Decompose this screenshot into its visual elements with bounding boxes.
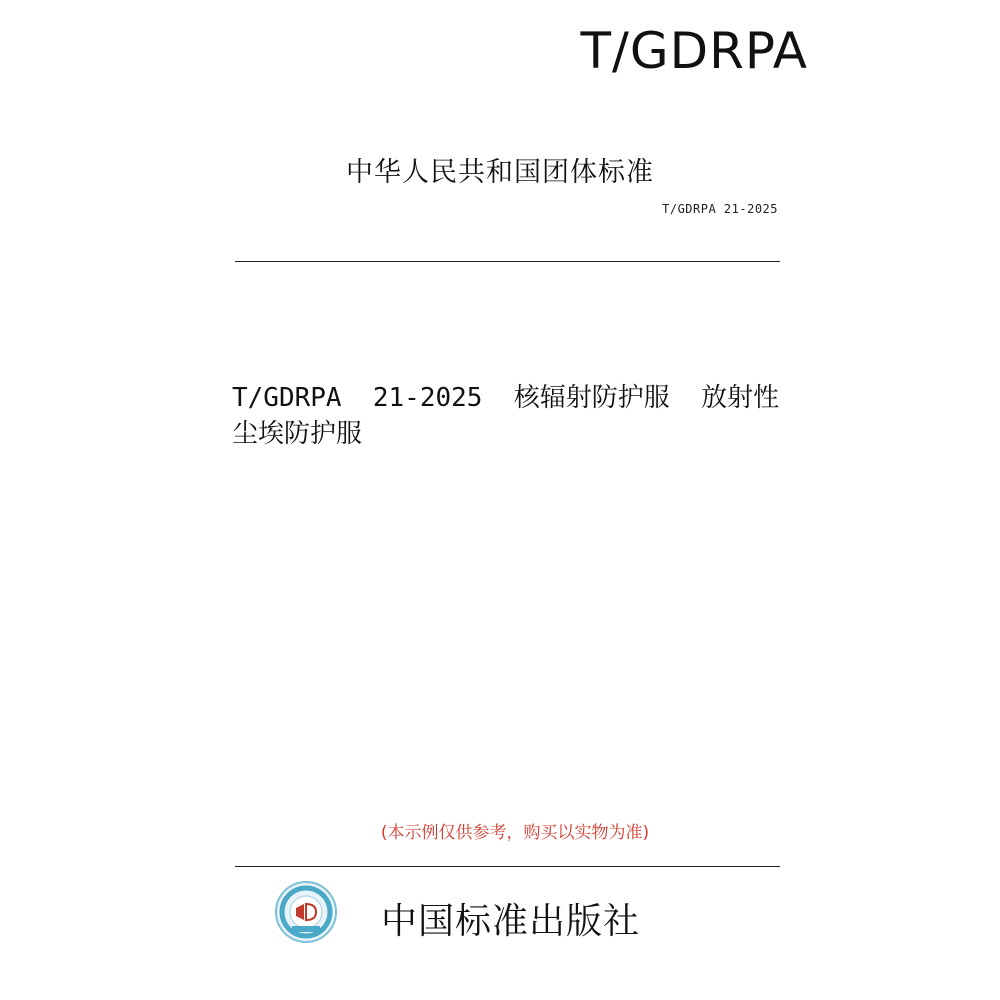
publisher-seal-icon — [274, 880, 338, 944]
standard-number: T/GDRPA 21-2025 — [662, 202, 778, 216]
standard-code-large: T/GDRPA — [580, 22, 808, 80]
sample-disclaimer: (本示例仅供参考，购买以实物为准) — [380, 823, 650, 843]
document-title: T/GDRPA 21-2025 核辐射防护服 放射性尘埃防护服 — [232, 383, 780, 449]
publisher-name: 中国标准出版社 — [381, 901, 641, 942]
bottom-divider — [235, 866, 780, 867]
organization-title: 中华人民共和国团体标准 — [346, 157, 654, 188]
top-divider — [235, 261, 780, 262]
